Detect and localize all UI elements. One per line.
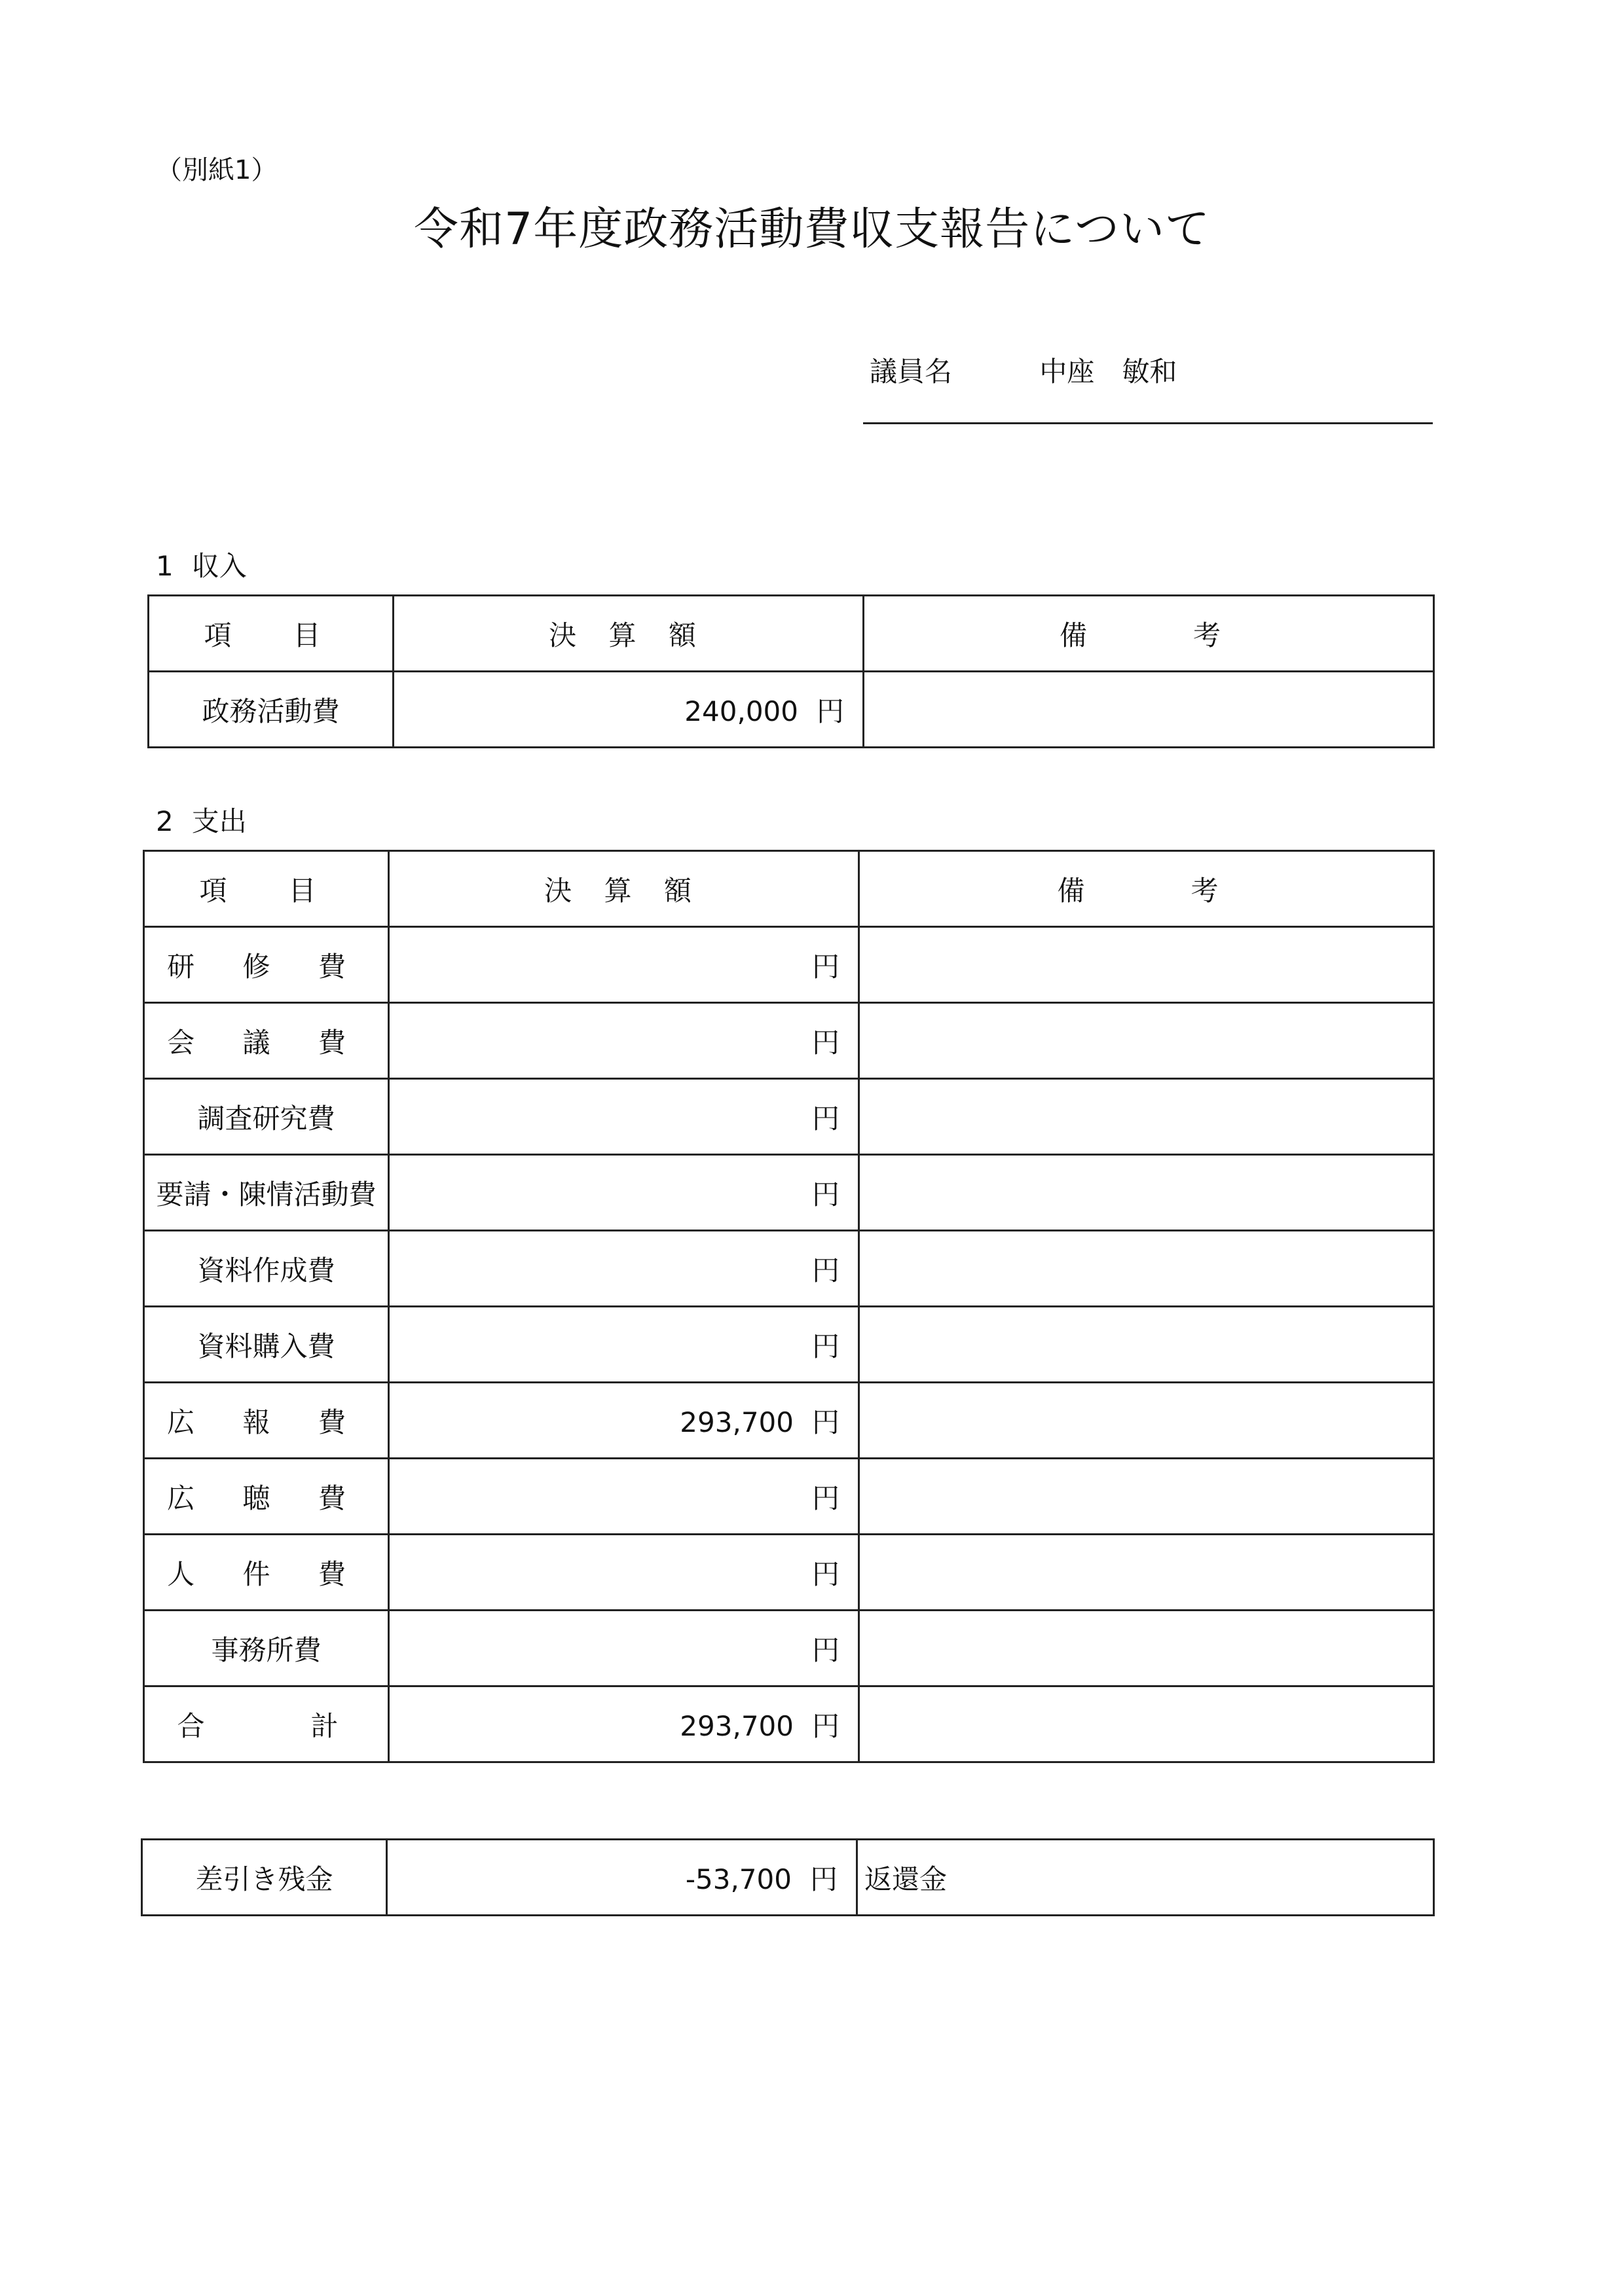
row-note (859, 1079, 1434, 1155)
row-amount: 240,000 円 (394, 672, 864, 748)
row-item: 政務活動費 (149, 672, 394, 748)
member-underline (863, 422, 1433, 424)
row-note (859, 1003, 1434, 1079)
expense-heading (156, 800, 247, 839)
row-amount: 293,700 円 (389, 1383, 859, 1459)
balance-label: 差引き残金 (142, 1840, 387, 1916)
row-note (859, 1155, 1434, 1231)
member-name: 中座 敏和 (1039, 355, 1177, 388)
row-item: 資料作成費 (144, 1231, 389, 1307)
row-item: 広 報 費 (144, 1383, 389, 1459)
table-row (144, 1611, 1434, 1686)
attachment-label: （別紙1） (156, 155, 278, 185)
row-item: 会 議 費 (144, 1003, 389, 1079)
row-amount: 円 (389, 1155, 859, 1231)
expense-col-amount: 決 算 額 (389, 851, 859, 927)
balance-table (141, 1838, 1435, 1916)
row-item: 資料購入費 (144, 1307, 389, 1383)
page-title: 令和7年度政務活動費収支報告について (414, 204, 1210, 255)
income-col-note: 備 考 (864, 596, 1434, 672)
row-note (864, 672, 1434, 748)
member-name-row (870, 350, 1177, 390)
income-col-item: 項 目 (149, 596, 394, 672)
table-row (144, 1231, 1434, 1307)
income-heading (156, 545, 247, 584)
row-item: 人 件 費 (144, 1535, 389, 1611)
total-amount: 293,700 円 (389, 1686, 859, 1762)
table-row (144, 1535, 1434, 1611)
row-amount: 円 (389, 1611, 859, 1686)
table-row (149, 672, 1434, 748)
table-row (144, 1003, 1434, 1079)
expense-col-item: 項 目 (144, 851, 389, 927)
total-label: 合 計 (144, 1686, 389, 1762)
expense-table (143, 850, 1435, 1763)
row-amount: 円 (389, 927, 859, 1003)
table-row (144, 1383, 1434, 1459)
table-row (144, 1307, 1434, 1383)
row-item: 広 聴 費 (144, 1459, 389, 1535)
table-row (144, 1155, 1434, 1231)
table-row (144, 1459, 1434, 1535)
row-amount: 円 (389, 1535, 859, 1611)
income-heading-number: 1 (156, 550, 174, 582)
income-header-row (149, 596, 1434, 672)
expense-heading-number: 2 (156, 805, 174, 837)
table-row (144, 927, 1434, 1003)
expense-heading-text: 支出 (191, 805, 247, 837)
balance-amount: -53,700 円 (387, 1840, 857, 1916)
expense-col-note: 備 考 (859, 851, 1434, 927)
row-amount: 円 (389, 1307, 859, 1383)
row-amount: 円 (389, 1079, 859, 1155)
member-label: 議員名 (870, 355, 953, 388)
row-note (859, 1611, 1434, 1686)
row-amount: 円 (389, 1231, 859, 1307)
row-note (859, 1307, 1434, 1383)
row-item: 調査研究費 (144, 1079, 389, 1155)
row-note (859, 1535, 1434, 1611)
income-table (147, 594, 1435, 748)
row-item: 研 修 費 (144, 927, 389, 1003)
table-row (144, 1079, 1434, 1155)
row-amount: 円 (389, 1003, 859, 1079)
row-note (859, 1459, 1434, 1535)
balance-row (142, 1840, 1434, 1916)
income-col-amount: 決 算 額 (394, 596, 864, 672)
expense-header-row (144, 851, 1434, 927)
row-note (859, 1231, 1434, 1307)
row-note (859, 1383, 1434, 1459)
row-amount: 円 (389, 1459, 859, 1535)
total-row (144, 1686, 1434, 1762)
income-heading-text: 収入 (191, 550, 247, 582)
row-item: 要請・陳情活動費 (144, 1155, 389, 1231)
total-note (859, 1686, 1434, 1762)
row-note (859, 927, 1434, 1003)
row-item: 事務所費 (144, 1611, 389, 1686)
balance-note: 返還金 (857, 1840, 1434, 1916)
